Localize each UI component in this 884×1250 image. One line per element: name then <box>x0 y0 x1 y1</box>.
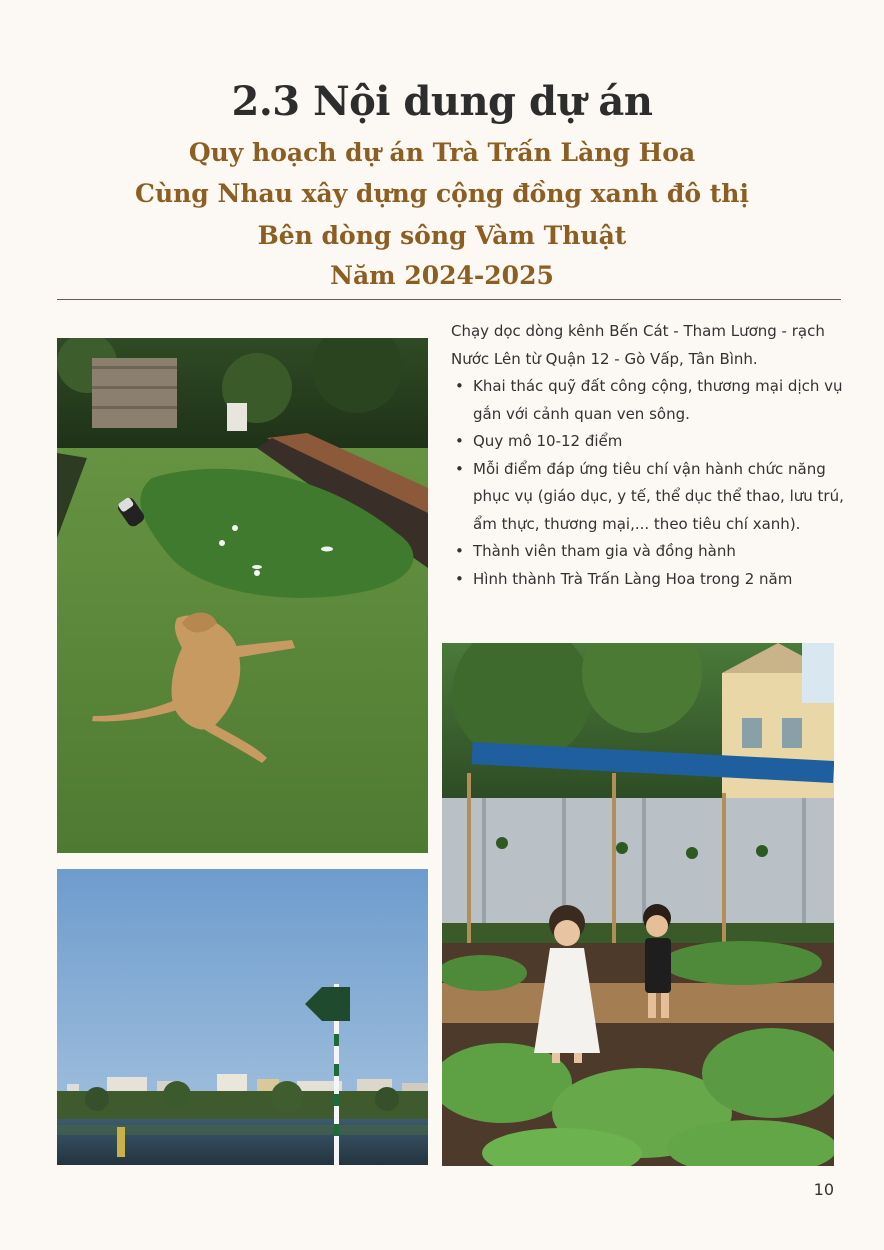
photo-lawn-dog <box>57 338 428 853</box>
bullet-item: • Quy mô 10-12 điểm <box>451 428 846 456</box>
subtitle-line-2: Cùng Nhau xây dựng cộng đồng xanh đô thị <box>135 179 749 208</box>
content-text <box>451 318 846 593</box>
bullet-list <box>451 373 846 593</box>
bullet-item: • Mỗi điểm đáp ứng tiêu chí vận hành chức năng phục vụ (giáo dục, y tế, thể dục thể thao, lưu trú, ẩm thực, thương mại,... theo tiêu chí xanh). <box>451 456 846 539</box>
divider-line <box>57 299 841 300</box>
bullet-item: • Hình thành Trà Trấn Làng Hoa trong 2 năm <box>451 566 846 594</box>
photo-river-skyline <box>57 869 428 1165</box>
page-number: 10 <box>813 1180 834 1199</box>
subtitle-line-3: Bên dòng sông Vàm Thuật <box>257 221 627 250</box>
subtitle-line-4: Năm 2024-2025 <box>330 261 554 290</box>
subtitle-line-1: Quy hoạch dự án Trà Trấn Làng Hoa <box>188 138 696 167</box>
photo-children-garden <box>442 643 834 1166</box>
bullet-item: • Khai thác quỹ đất công cộng, thương mại dịch vụ gắn với cảnh quan ven sông. <box>451 373 846 428</box>
intro-paragraph: Chạy dọc dòng kênh Bến Cát - Tham Lương - rạch Nước Lên từ Quận 12 - Gò Vấp, Tân Bình. <box>451 322 825 368</box>
bullet-item: • Thành viên tham gia và đồng hành <box>451 538 846 566</box>
page-heading: 2.3 Nội dung dự án <box>231 78 653 125</box>
